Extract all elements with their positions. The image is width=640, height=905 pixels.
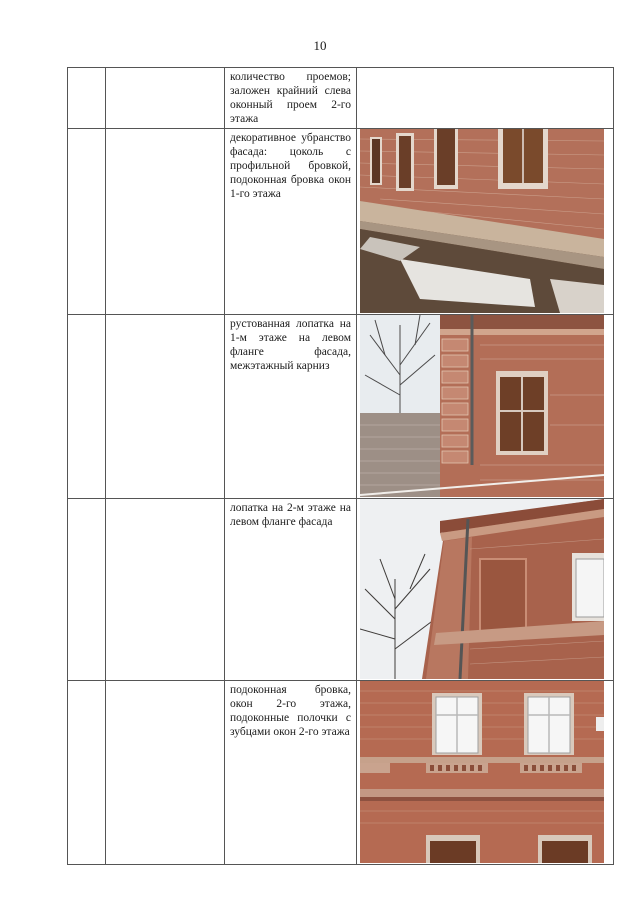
cell-description [225,129,357,315]
page-number: 10 [313,38,327,53]
cell-name [106,315,225,499]
facade-plinth-photo [360,129,604,313]
cell-number [68,129,106,315]
table-row [68,681,614,865]
table-row [68,499,614,681]
cell-name [106,681,225,865]
cell-description [225,68,357,129]
description-text: подоконная бровка, окон 2-го этажа, подоконные полочки с зубцами окон 2-го этажа [230,684,351,738]
cell-photo [357,68,614,129]
table-row [68,129,614,315]
cell-number [68,499,106,681]
cell-number [68,68,106,129]
description-text: лопатка на 2-м этаже на левом фланге фасада [230,502,351,528]
cell-name [106,68,225,129]
description-text: количество проемов; заложен крайний слева оконный проем 2-го этажа [230,71,351,125]
second-floor-pilaster-photo [360,499,604,679]
cell-photo [357,499,614,681]
cell-name [106,129,225,315]
description-text: декоративное убранство фасада: цоколь с профильной бровкой, подоконная бровка окон 1-го этажа [230,132,351,200]
table-row [68,315,614,499]
cell-description [225,499,357,681]
cell-number [68,681,106,865]
document-table [67,67,614,865]
window-sills-photo [360,681,604,863]
cell-description [225,315,357,499]
cell-description [225,681,357,865]
cell-photo [357,315,614,499]
cell-name [106,499,225,681]
cell-number [68,315,106,499]
description-text: рустованная лопатка на 1-м этаже на левом фланге фасада, межэтажный карниз [230,318,351,372]
table-row [68,68,614,129]
cell-photo [357,129,614,315]
rusticated-pilaster-photo [360,315,604,497]
cell-photo [357,681,614,865]
